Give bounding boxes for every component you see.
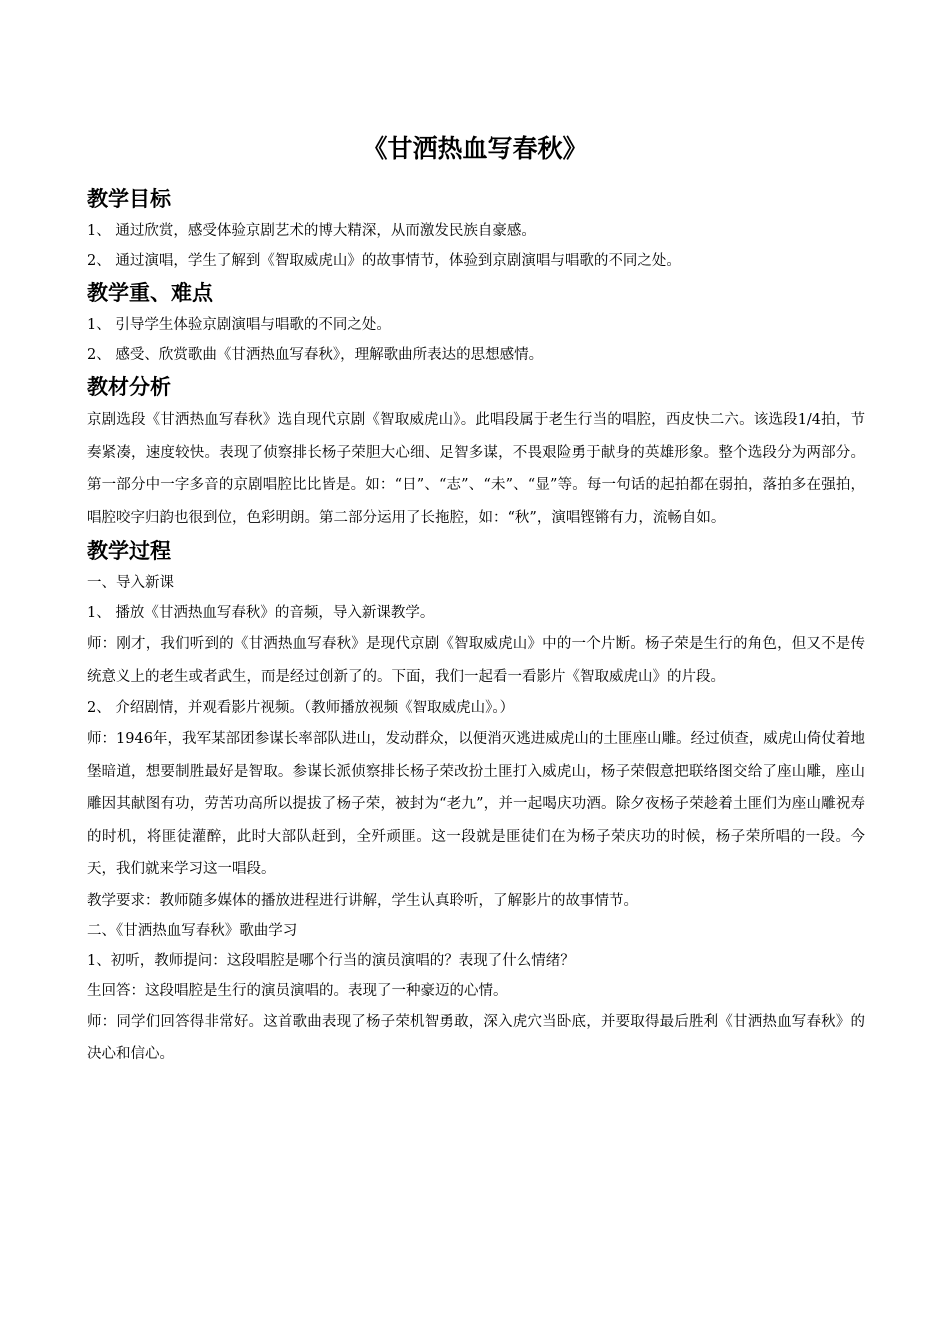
process-step2-item1: 1、初听，教师提问：这段唱腔是哪个行当的演员演唱的？表现了什么情绪？ xyxy=(87,952,575,969)
document-body xyxy=(87,182,865,1071)
section-heading-objectives: 教学目标 xyxy=(87,187,171,211)
document-title: 《甘洒热血写春秋》 xyxy=(362,134,588,163)
process-step1-teacher2: 师：1946年，我军某部团参谋长率部队进山，发动群众，以便消灭逃进威虎山的土匪座山雕。经过侦查，威虎山倚仗着地堡暗道，想要制胜最好是智取。参谋长派侦察排长杨子荣改扮土匪打入威虎山，杨子荣假意把联络图交给了座山雕，座山雕因其献图有功，劳苦功高所以提拔了杨子荣，被封为“老九”，并一起喝庆功酒。除夕夜杨子荣趁着土匪们为座山雕祝寿的时机，将匪徒灌醉，此时大部队赶到，全歼顽匪。这一段就是匪徒们在为杨子荣庆功的时候，杨子荣所唱的一段。今天，我们就来学习这一唱段。 xyxy=(87,731,865,877)
process-step1-item1: 1、 播放《甘洒热血写春秋》的音频，导入新课教学。 xyxy=(87,605,435,621)
process-step1-requirement: 教学要求：教师随多媒体的播放进程进行讲解，学生认真聆听，了解影片的故事情节。 xyxy=(87,892,638,909)
process-step2-answer: 生回答：这段唱腔是生行的演员演唱的。表现了一种豪迈的心情。 xyxy=(87,982,508,999)
objective-item-1: 1、 通过欣赏，感受体验京剧艺术的博大精深，从而激发民族自豪感。 xyxy=(87,223,536,239)
analysis-paragraph: 京剧选段《甘洒热血写春秋》选自现代京剧《智取威虎山》。此唱段属于老生行当的唱腔，西皮快二六。该选段1/4拍，节奏紧凑，速度较快。表现了侦察排长杨子荣胆大心细、足智多谋，不畏艰险勇于献身的英雄形象。整个选段分为两部分。第一部分中一字多音的京剧唱腔比比皆是。如：“日”、“志”、“未”、“显”等。每一句话的起拍都在弱拍，落拍多在强拍，唱腔咬字归韵也很到位，色彩明朗。第二部分运用了长拖腔，如：“秋”，演唱铿锵有力，流畅自如。 xyxy=(87,412,865,526)
process-step2-title: 二、《甘洒热血写春秋》歌曲学习 xyxy=(87,922,298,939)
section-heading-analysis: 教材分析 xyxy=(87,375,171,399)
process-step1-item2: 2、 介绍剧情，并观看影片视频。（教师播放视频《智取威虎山》。） xyxy=(87,700,515,716)
process-step1-title: 一、导入新课 xyxy=(87,575,174,591)
process-step1-teacher1: 师：刚才，我们听到的《甘洒热血写春秋》是现代京剧《智取威虎山》中的一个片断。杨子荣是生行的角色，但又不是传统意义上的老生或者武生，而是经过创新了的。下面，我们一起看一看影片《智取威虎山》的片段。 xyxy=(87,636,865,685)
section-heading-keypoints: 教学重、难点 xyxy=(87,281,213,305)
keypoint-item-1: 1、 引导学生体验京剧演唱与唱歌的不同之处。 xyxy=(87,317,391,333)
objective-item-2: 2、 通过演唱，学生了解到《智取威虎山》的故事情节，体验到京剧演唱与唱歌的不同之处。 xyxy=(87,253,681,269)
section-heading-process: 教学过程 xyxy=(87,539,171,563)
keypoint-item-2: 2、 感受、欣赏歌曲《甘洒热血写春秋》，理解歌曲所表达的思想感情。 xyxy=(87,347,544,363)
process-step2-teacher: 师：同学们回答得非常好。这首歌曲表现了杨子荣机智勇敢，深入虎穴当卧底，并要取得最后胜利《甘洒热血写春秋》的决心和信心。 xyxy=(87,1013,865,1062)
